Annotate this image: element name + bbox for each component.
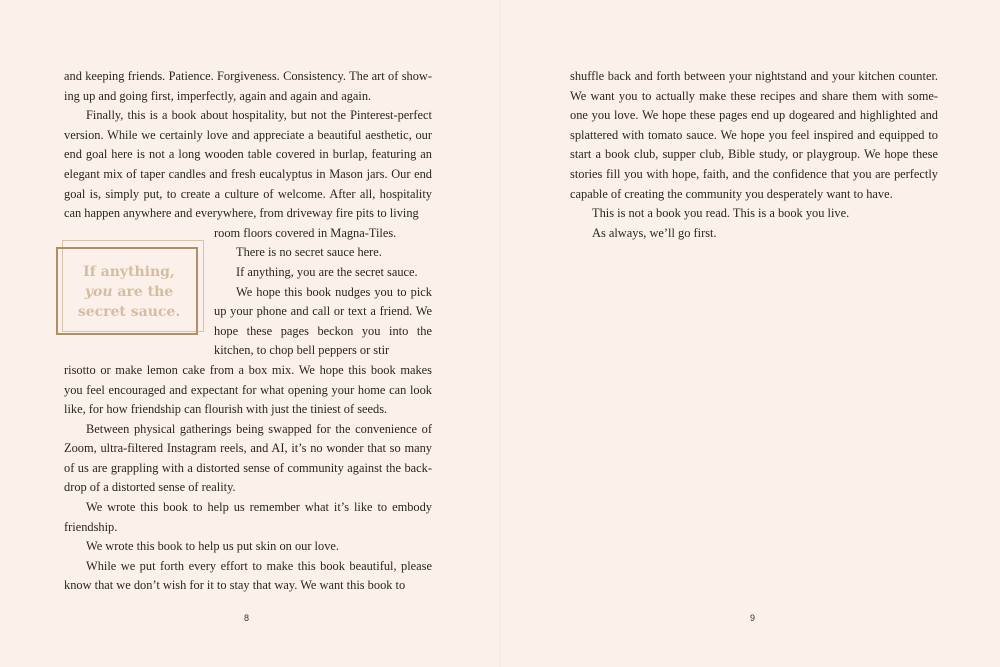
pull-quote-text [56, 262, 202, 322]
paragraph: We wrote this book to help us remember what it’s like to embody friendship. [64, 500, 432, 534]
right-page-body [570, 67, 938, 243]
paragraph: room floors covered in Magna-Tiles. [214, 225, 397, 240]
paragraph: Between physical gatherings being swapped for the convenience of Zoom, ultra-filtered Instagram reels, and AI, it’s no wonder that so many of us are grappling with a distorted sense of community against the back-drop of a distorted sense of reality. [64, 421, 432, 495]
paragraph: and keeping friends. Patience. Forgiveness. Consistency. The art of show-ing up and going first, imperfectly, again and again and again. [64, 69, 432, 103]
pull-quote-line: If anything, [83, 264, 175, 280]
page-number: 9 [750, 613, 756, 623]
pull-quote-line: secret sauce. [77, 304, 181, 320]
pull-quote-emphasis: you [84, 284, 113, 300]
paragraph: We wrote this book to help us put skin on our love. [86, 539, 339, 554]
paragraph: If anything, you are the secret sauce. [236, 264, 418, 279]
pull-quote-line-rest: are the [112, 284, 174, 300]
paragraph: As always, we’ll go first. [592, 225, 717, 240]
paragraph: shuffle back and forth between your nightstand and your kitchen counter. We want you to actually make these recipes and share them with some-one you love. We hope these pages end up dogeared and highlighted and splattered with tomato sauce. We hope you feel inspired and equipped to start a book club, supper club, Bible study, or playgroup. We hope these stories fill you with hope, faith, and the confidence that you are perfectly capable of creating the community you desperately want to have. [570, 69, 938, 201]
paragraph: While we put forth every effort to make this book beautiful, please know that we don’t wish for it to stay that way. We want this book to [64, 558, 432, 593]
paragraph: We hope this book nudges you to pick up your phone and call or text a friend. We hope these pages beckon you into the kitchen, to chop bell peppers or stir [214, 284, 432, 358]
paragraph: risotto or make lemon cake from a box mix. We hope this book makes you feel encouraged and expectant for what opening your home can look like, for how friendship can flourish with just the tiniest of seeds. [64, 362, 432, 417]
pull-quote [56, 240, 202, 332]
paragraph: Finally, this is a book about hospitality, but not the Pinterest-perfect version. While we certainly love and appreciate a beautiful aesthetic, our end goal here is not a long wooden table covered in burlap, featuring an elegant mix of taper candles and fresh eucalyptus in Mason jars. Our end goal is, simply put, to create a culture of welcome. After all, hospitality can happen anywhere and everywhere, from driveway fire pits to living [64, 108, 432, 221]
right-page [500, 0, 1000, 667]
paragraph: This is not a book you read. This is a book you live. [592, 206, 850, 221]
pull-quote-line [56, 282, 202, 302]
paragraph: There is no secret sauce here. [236, 245, 382, 260]
page-number: 8 [244, 613, 250, 623]
